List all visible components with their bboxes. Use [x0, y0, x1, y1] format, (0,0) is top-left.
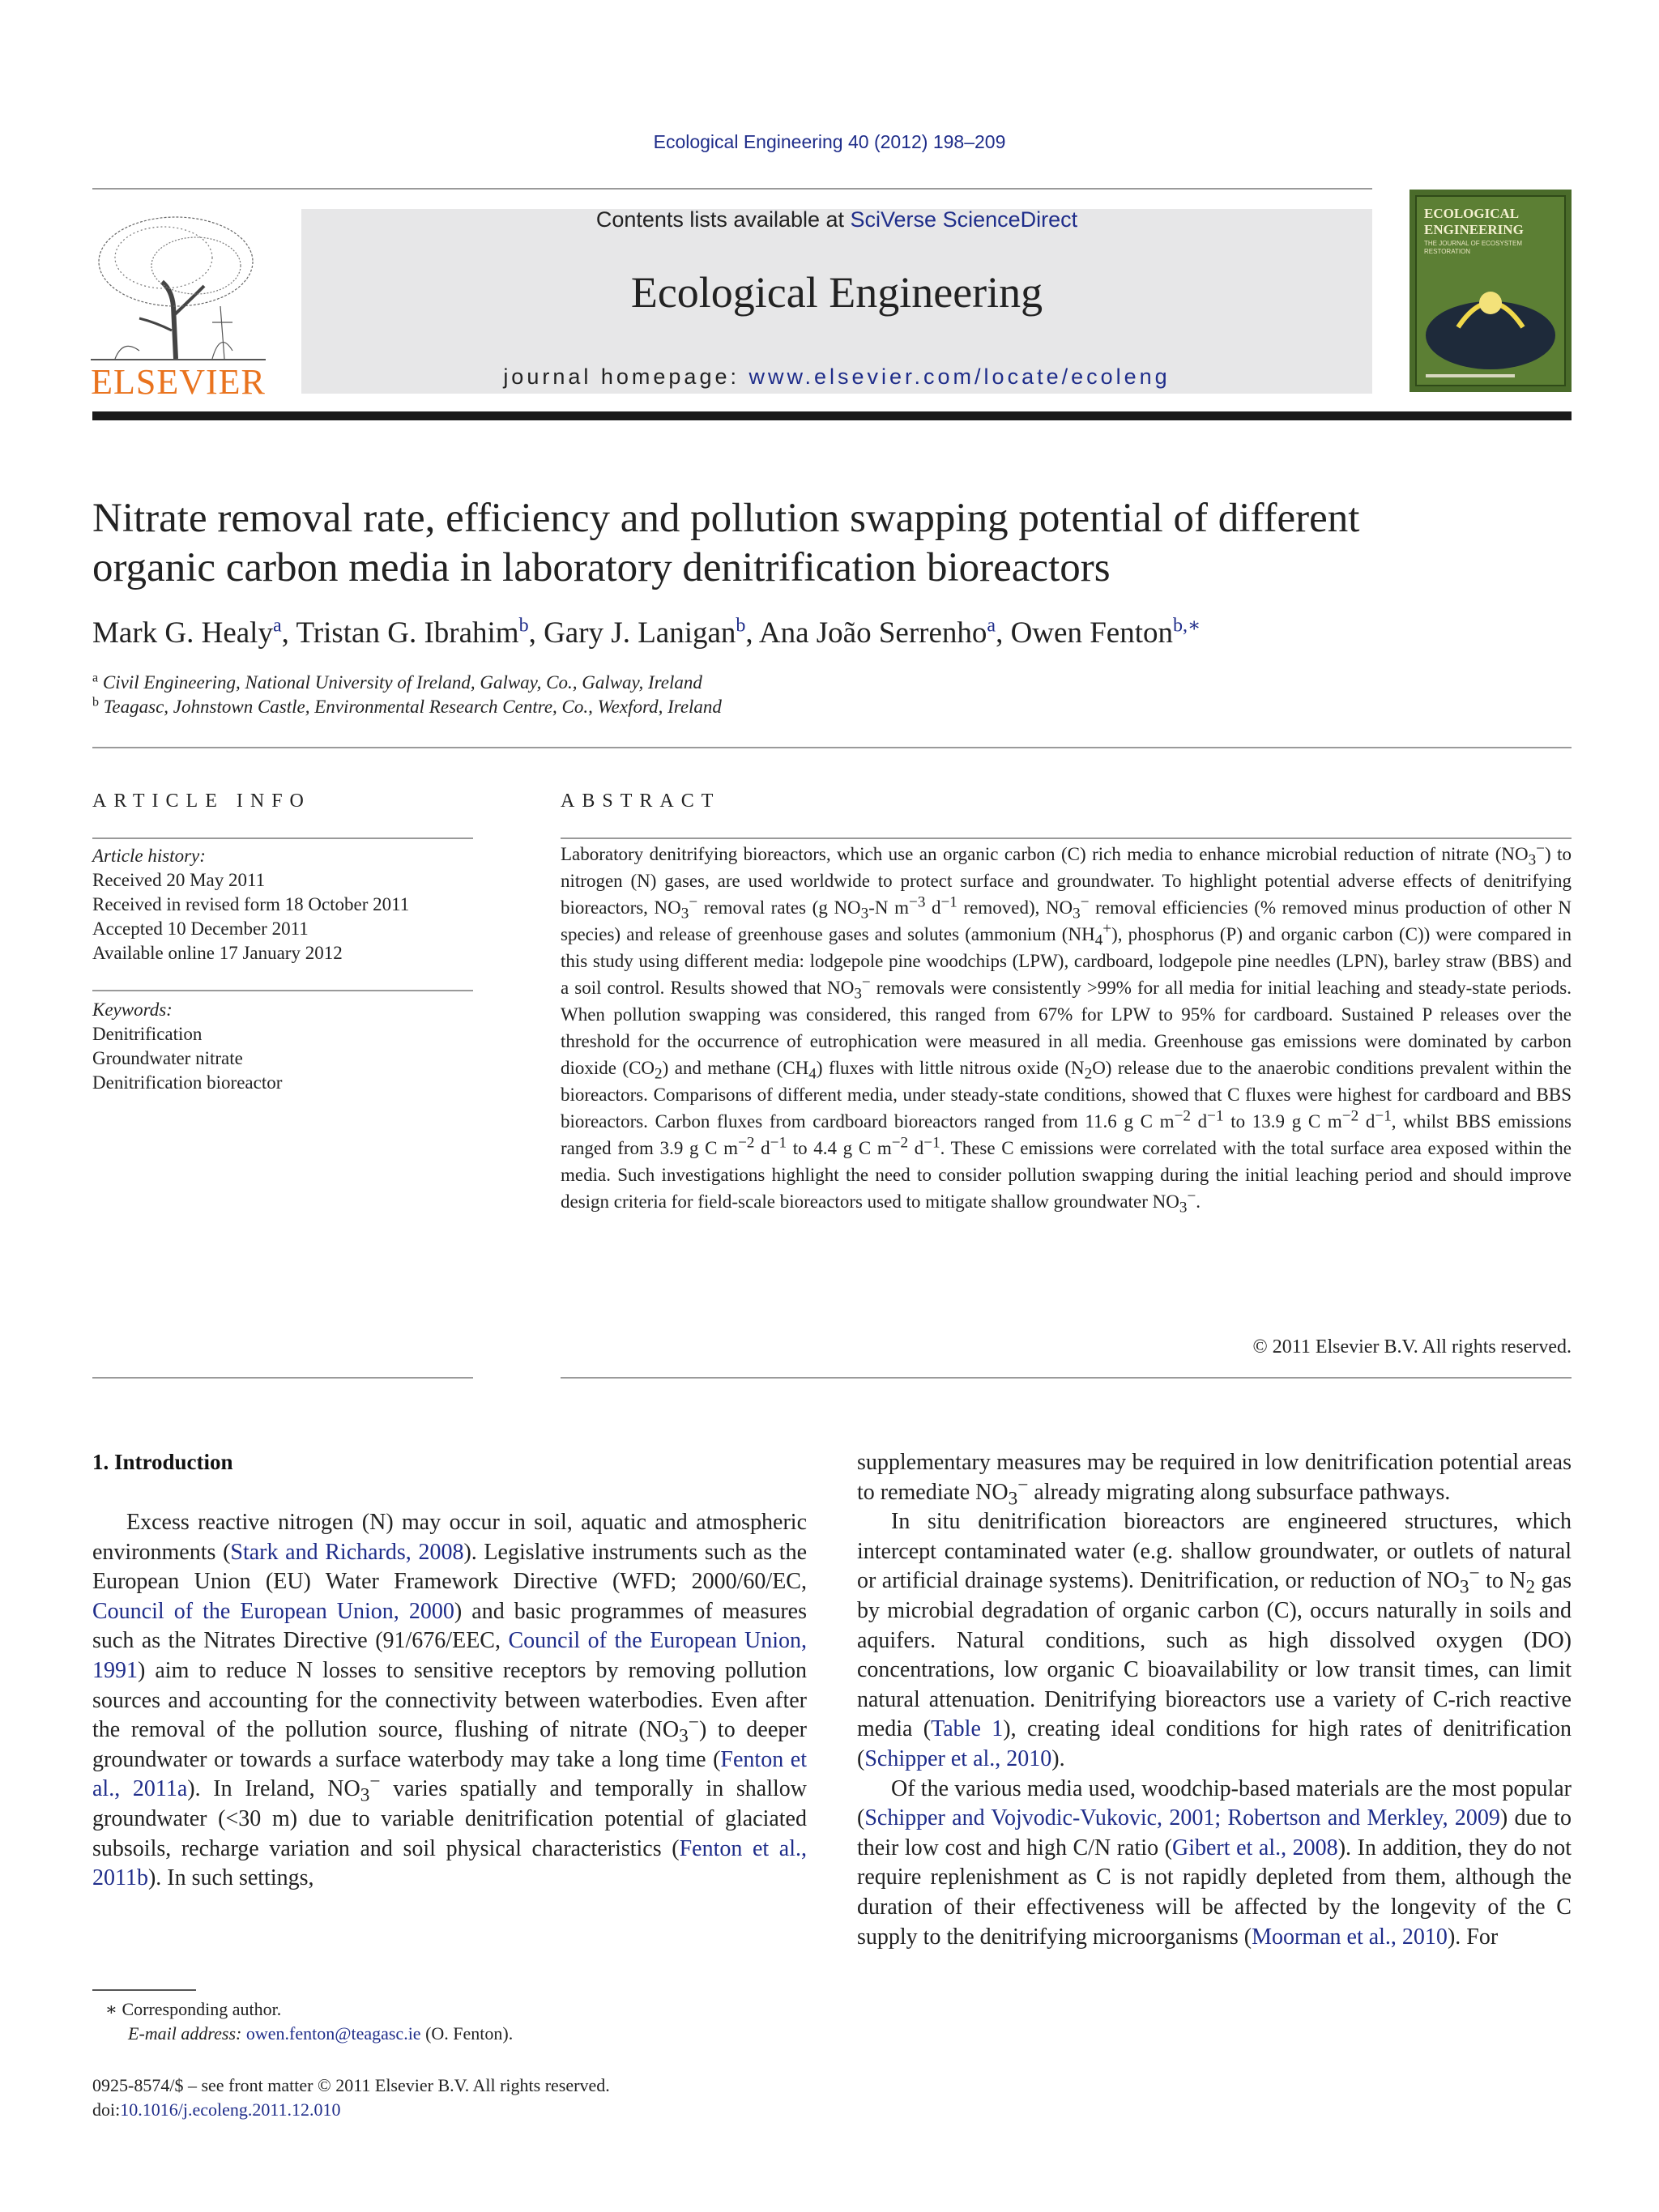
history-item: Received 20 May 2011	[92, 870, 266, 890]
abstract-heading: ABSTRACT	[561, 791, 721, 812]
citation-link[interactable]: Schipper and Vojvodic-Vukovic, 2001; Robertson and Merkley, 2009	[864, 1805, 1500, 1831]
cover-title-1: ECOLOGICAL	[1424, 206, 1520, 221]
homepage-link[interactable]: www.elsevier.com/locate/ecoleng	[748, 364, 1171, 389]
paragraph: Excess reactive nitrogen (N) may occur in soil, aquatic and atmospheric environments (Stark and Richards, 2008). Legislative instruments such as the European Union (EU) Water Framework Directive (WFD; 2000/60/EC, Council of the European Union, 2000) and basic programmes of measures such as the Nitrates Directive (91/676/EEC, Council of the European Union, 1991) aim to reduce N losses to sensitive receptors by removing pollution sources and accounting for the connectivity between waterbodies. Even after the removal of the pollution source, flushing of nitrate $(NO_3^-)$ to deeper groundwater or towards a surface waterbody may take a long time (Fenton et al., 2011a). In Ireland, $NO_3^-$ varies spatially and temporally in shallow groundwater (<30 m) due to variable denitrification potential of glaciated subsoils, recharge variation and soil physical characteristics (Fenton et al., 2011b). In such settings,	[92, 1510, 808, 1891]
masthead-bottom-rule	[92, 411, 1572, 420]
keyword: Groundwater nitrate	[92, 1048, 243, 1068]
article-info-heading: ARTICLE INFO	[92, 791, 311, 812]
abstract-copyright: © 2011 Elsevier B.V. All rights reserved.	[1252, 1336, 1572, 1357]
paragraph: In situ denitrification bioreactors are engineered structures, which intercept contaminated water (e.g. shallow groundwater, or outlets of natural or artificial drainage systems). Denitrification, or reduction of $NO_3^-$ to $N_2$ gas by microbial degradation of organic carbon (C), occurs naturally in soils and aquifers. Natural conditions, such as high dissolved oxygen (DO) concentrations, low organic C bioavailability or low transit times, can limit natural attenuation. Denitrifying bioreactors use a variety of C-rich reactive media (Table 1), creating ideal conditions for high rates of denitrification (Schipper et al., 2010).	[857, 1509, 1572, 1771]
author-affiliation-link[interactable]: a	[987, 615, 996, 637]
footnote-rule	[92, 1989, 196, 1991]
history-item: Available online 17 January 2012	[92, 943, 343, 963]
publisher-wordmark: ELSEVIER	[91, 362, 266, 402]
table-link[interactable]: Table 1	[931, 1716, 1004, 1742]
history-label: Article history:	[92, 846, 206, 866]
article-title-line-2: organic carbon media in laboratory denitrification bioreactors	[92, 545, 1111, 590]
section-rule	[92, 747, 1572, 748]
homepage-prefix: journal homepage:	[503, 364, 749, 389]
body-column-right	[857, 1448, 1572, 1952]
author-affiliation-link[interactable]: b	[736, 615, 746, 637]
corresponding-author-note: ∗ Corresponding author.	[105, 1999, 282, 2019]
journal-homepage-line	[301, 364, 1372, 390]
abstract-text: Laboratory denitrifying bioreactors, which use an organic carbon (C) rich media to enhance microbial reduction of nitrate $(NO_3^-)$ to nitrogen (N) gases, are used worldwide to protect surface and groundwater. To highlight potential adverse effects of denitrifying bioreactors, $NO_3^-$ removal rates (g $NO_3-N$ $m^{-3}$ $d^{-1}$ removed), $NO_3^-$ removal efficiencies (% removed minus production of other N species) and release of greenhouse gases and solutes (ammonium $(NH_4^+)$, phosphorus (P) and organic carbon (C)) were compared in this study using different media: lodgepole pine woodchips (LPW), cardboard, lodgepole pine needles (LPN), barley straw (BBS) and a soil control. Results showed that $NO_3^-$ removals were consistently >99% for all media for initial leaching and steady-state periods. When pollution swapping was considered, this ranged from 67% for LPW to 95% for cardboard. Sustained P releases over the threshold for the occurrence of eutrophication were measured in all media. Greenhouse gas emissions were dominated by carbon dioxide $(CO_2)$ and methane $(CH_4)$ fluxes with little nitrous oxide $(N_2O)$ release due to the anaerobic conditions prevalent within the bioreactors. Comparisons of different media, under steady-state conditions, showed that C fluxes were highest for cardboard and BBS bioreactors. Carbon fluxes from cardboard bioreactors ranged from 11.6 g C $m^{-2}$ $d^{-1}$ to 13.9 g C $m^{-2}$ $d^{-1}$, whilst BBS emissions ranged from 3.9 g C $m^{-2}$ $d^{-1}$ to 4.4 g C $m^{-2}$ $d^{-1}$. These C emissions were correlated with the total surface area exposed within the media. Such investigations highlight the need to consider pollution swapping during the initial leaching period and should improve design criteria for field-scale bioreactors used to mitigate shallow groundwater $NO_3^-$.	[561, 840, 1572, 1217]
introduction-heading: 1. Introduction	[92, 1450, 233, 1474]
contents-prefix: Contents lists available at	[595, 207, 851, 232]
author-affiliation-link[interactable]: b,∗	[1172, 615, 1201, 637]
contents-line	[301, 207, 1372, 232]
journal-reference[interactable]: Ecological Engineering 40 (2012) 198–209	[653, 131, 1006, 152]
doi-label: doi:	[92, 2099, 121, 2120]
article-info-bottom-rule	[92, 1377, 473, 1379]
journal-title: Ecological Engineering	[630, 268, 1043, 317]
affiliation-b: $^b$ Teagasc, Johnstown Castle, Environmental Research Centre, Co., Wexford, Ireland	[92, 695, 722, 717]
abstract-bottom-rule	[561, 1377, 1572, 1379]
email-label: E-mail address:	[128, 2023, 246, 2044]
abstract-rule	[561, 837, 1572, 839]
history-item: Received in revised form 18 October 2011	[92, 894, 410, 914]
history-item: Accepted 10 December 2011	[92, 918, 309, 939]
author-name: Ana João Serrenho	[758, 616, 987, 650]
header-rule	[92, 188, 1372, 190]
keyword: Denitrification	[92, 1024, 203, 1044]
issn-line: 0925-8574/$ – see front matter © 2011 Elsevier B.V. All rights reserved.	[92, 2075, 610, 2095]
article-history	[92, 844, 473, 965]
keywords-rule	[92, 990, 473, 991]
journal-cover[interactable]	[1410, 190, 1572, 392]
citation-link[interactable]: Fenton et al., 2011a	[92, 1746, 807, 1802]
keyword: Denitrification bioreactor	[92, 1072, 283, 1093]
keywords-label: Keywords:	[92, 999, 173, 1020]
body-column-left	[92, 1508, 807, 1894]
citation-link[interactable]: Gibert et al., 2008	[1172, 1835, 1338, 1860]
article-title-line-1: Nitrate removal rate, efficiency and pollution swapping potential of different	[92, 496, 1360, 541]
citation-link[interactable]: Moorman et al., 2010	[1252, 1924, 1448, 1950]
article-title	[92, 494, 1575, 593]
author-name: Tristan G. Ibrahim	[296, 616, 519, 650]
affiliation-a: $^a$ Civil Engineering, National University of Ireland, Galway, Co., Galway, Ireland	[92, 671, 702, 693]
author-list: Mark G. Healy$^a$, Tristan G. Ibrahim$^b$, Gary J. Lanigan$^b$, Ana João Serrenho$^a$, Owen Fenton$^{b,∗}$	[92, 615, 1201, 650]
paragraph: supplementary measures may be required in low denitrification potential areas to remediate $NO_3^-$ already migrating along subsurface pathways.	[857, 1450, 1572, 1510]
email-link[interactable]: owen.fenton@teagasc.ie	[245, 2023, 421, 2044]
doi-link[interactable]: 10.1016/j.ecoleng.2011.12.010	[120, 2099, 341, 2120]
citation-link[interactable]: Council of the European Union, 1991	[92, 1628, 807, 1683]
author-affiliation-link[interactable]: a	[272, 615, 282, 637]
author-name: Gary J. Lanigan	[544, 616, 736, 650]
keywords	[92, 998, 473, 1095]
email-note: E-mail address: owen.fenton@teagasc.ie (O. Fenton).	[128, 2023, 514, 2044]
author-name: Mark G. Healy	[92, 616, 273, 650]
citation-link[interactable]: Council of the European Union, 2000	[92, 1598, 454, 1624]
doi-line	[92, 2098, 740, 2122]
citation-link[interactable]: Fenton et al., 2011b	[92, 1835, 808, 1891]
sciencedirect-link[interactable]: SciVerse ScienceDirect	[850, 207, 1078, 232]
citation-link[interactable]: Schipper et al., 2010	[864, 1745, 1052, 1771]
citation-link[interactable]: Stark and Richards, 2008	[230, 1539, 464, 1565]
cover-title-2: ENGINEERING	[1424, 222, 1524, 237]
paragraph: Of the various media used, woodchip-based materials are the most popular (Schipper and Vojvodic-Vukovic, 2001; Robertson and Merkley, 2009) due to their low cost and high C/N ratio (Gibert et al., 2008). In addition, they do not require replenishment as C is not rapidly depleted from them, although the duration of their effectiveness will be affected by the longevity of the C supply to the denitrifying microorganisms (Moorman et al., 2010). For	[857, 1775, 1572, 1950]
author-name: Owen Fenton	[1010, 616, 1173, 650]
cover-subtitle: THE JOURNAL OF ECOSYSTEM RESTORATION	[1424, 240, 1523, 255]
author-affiliation-link[interactable]: b	[518, 615, 529, 637]
article-info-rule	[92, 837, 473, 839]
publisher-logo[interactable]	[91, 209, 266, 402]
